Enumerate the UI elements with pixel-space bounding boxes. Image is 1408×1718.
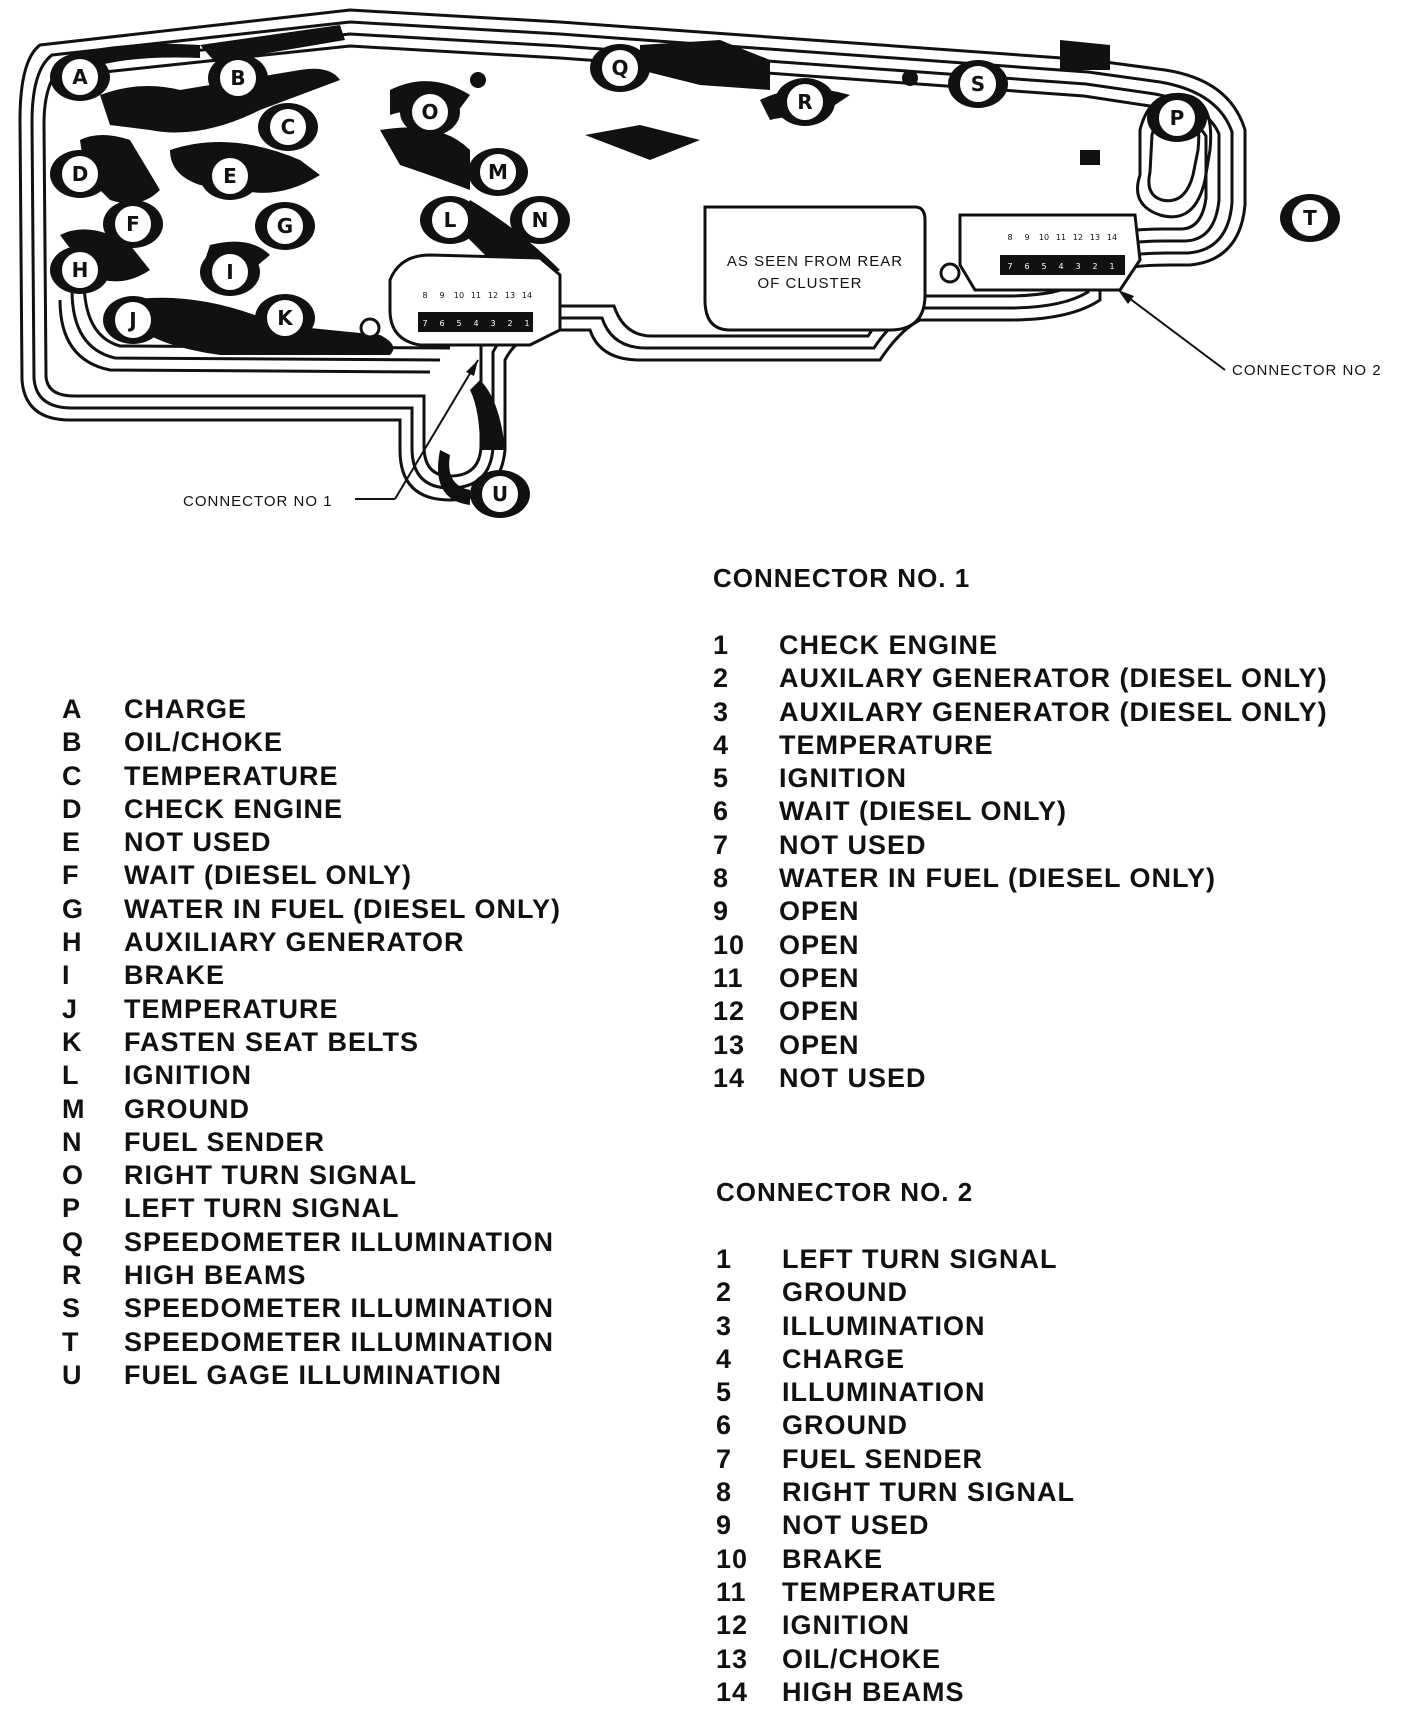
- connector-2-pin-row-text: TEMPERATURE: [782, 1576, 997, 1607]
- legend-row: [62, 1093, 561, 1126]
- terminal-label: N: [531, 208, 549, 232]
- connector-2-pin-row-key: 9: [716, 1510, 733, 1541]
- legend-row-text: AUXILIARY GENERATOR: [124, 927, 465, 958]
- pin-number: 7: [422, 319, 428, 328]
- rear-view-note-box: [705, 207, 925, 330]
- legend-row-key: H: [62, 927, 83, 958]
- legend-row-key: L: [62, 1060, 80, 1091]
- terminal-label: L: [443, 208, 457, 232]
- connector-2-pin-row: [716, 1343, 1075, 1376]
- terminal-a: [50, 53, 110, 101]
- connector-1-callout: [183, 360, 478, 510]
- connector-2-pin-row-key: 2: [716, 1277, 733, 1308]
- legend-row-key: O: [62, 1160, 85, 1191]
- terminal-label: F: [126, 212, 140, 236]
- terminal-label: D: [71, 162, 89, 186]
- connector-2-pin-row-key: 3: [716, 1310, 733, 1341]
- connector-2-pin-row-key: 8: [716, 1477, 733, 1508]
- connector-1-pin-row-key: 12: [713, 996, 746, 1027]
- legend-row-key: I: [62, 960, 71, 991]
- connector-1-pin-row-key: 4: [713, 729, 730, 760]
- connector-1-pin-row-text: NOT USED: [779, 829, 927, 860]
- legend-row: [62, 1059, 561, 1092]
- connector-1-pin-row: [713, 729, 1328, 762]
- terminal-j: [103, 296, 163, 344]
- legend-row-key: D: [62, 793, 83, 824]
- connector-2-pin-row: [716, 1443, 1075, 1476]
- terminal-r: [775, 78, 835, 126]
- connector-1-pin-row-text: OPEN: [779, 1029, 860, 1060]
- connector-1-pin-row-text: WATER IN FUEL (DIESEL ONLY): [779, 863, 1217, 894]
- pin-number: 5: [1041, 262, 1047, 271]
- legend-row-text: SPEEDOMETER ILLUMINATION: [124, 1226, 555, 1257]
- terminal-f: [103, 200, 163, 248]
- terminal-i: [200, 248, 260, 296]
- terminal-label: R: [797, 90, 813, 114]
- terminal-m: [468, 148, 528, 196]
- terminal-p: [1147, 94, 1207, 142]
- connector-2-pin-row-text: NOT USED: [782, 1510, 930, 1541]
- legend-row-key: M: [62, 1093, 86, 1124]
- connector-2-pin-row: [716, 1576, 1075, 1609]
- pin-number: 14: [1106, 233, 1118, 242]
- rivet-dot: [470, 72, 486, 88]
- connector-2-callout: [1118, 290, 1382, 379]
- legend-row: [62, 959, 561, 992]
- pin-number: 6: [1024, 262, 1030, 271]
- connector-2-pin-row-key: 11: [716, 1576, 747, 1607]
- connector-2-pin-row: [716, 1609, 1075, 1642]
- terminal-o: [400, 88, 460, 136]
- legend-row-text: TEMPERATURE: [124, 760, 339, 791]
- pin-number: 1: [1109, 262, 1115, 271]
- pin-number: 10: [1038, 233, 1050, 242]
- connector-1-pin-row-text: CHECK ENGINE: [779, 630, 999, 660]
- connector-2-pin-row-key: 6: [716, 1410, 733, 1441]
- connector-2-pin-row-key: 7: [716, 1443, 733, 1474]
- connector-2-pin-row-text: LEFT TURN SIGNAL: [782, 1244, 1058, 1274]
- legend-row: [62, 893, 561, 926]
- legend-row: [62, 760, 561, 793]
- terminal-label: A: [72, 65, 88, 89]
- legend-row-key: R: [62, 1260, 83, 1291]
- printed-circuit-diagram: [0, 0, 1408, 560]
- legend-row: [62, 1292, 561, 1325]
- connector-1-pin-row: [713, 995, 1328, 1028]
- connector-1-pin-row: [713, 1062, 1328, 1095]
- legend-row-text: TEMPERATURE: [124, 993, 339, 1024]
- connector-1-pin-row-text: OPEN: [779, 996, 860, 1027]
- legend-row-key: Q: [62, 1226, 85, 1257]
- pin-number: 11: [470, 291, 482, 300]
- connector-1-pin-row: [713, 829, 1328, 862]
- terminal-s: [948, 60, 1008, 108]
- connector-1-pin-row-text: AUXILARY GENERATOR (DIESEL ONLY): [779, 696, 1328, 727]
- connector-1-pin-row: [713, 1029, 1328, 1062]
- legend-row: [62, 1159, 561, 1192]
- legend-row-key: P: [62, 1193, 82, 1224]
- connector-1-pin-row: [713, 662, 1328, 695]
- connector-2-pin-row: [716, 1509, 1075, 1542]
- terminal-label: I: [226, 260, 234, 284]
- legend-row: [62, 859, 561, 892]
- legend-row-key: C: [62, 760, 83, 791]
- legend-row: [62, 1026, 561, 1059]
- terminal-e: [200, 152, 260, 200]
- legend-row-text: FUEL GAGE ILLUMINATION: [124, 1359, 502, 1390]
- legend-row-key: E: [62, 827, 82, 858]
- pin-number: 7: [1007, 262, 1013, 271]
- terminal-label: E: [223, 164, 237, 188]
- connector-1-pin-row-text: OPEN: [779, 896, 860, 927]
- legend-row-text: GROUND: [124, 1093, 250, 1124]
- legend-row: [62, 1359, 561, 1392]
- connector-2-callout-label: CONNECTOR NO 2: [1232, 362, 1382, 379]
- pin-number: 3: [1075, 262, 1081, 271]
- legend-row-text: FASTEN SEAT BELTS: [124, 1026, 420, 1057]
- connector-1-pin-row-key: 6: [713, 796, 730, 827]
- terminal-label: O: [421, 100, 439, 124]
- terminal-label: G: [276, 214, 294, 238]
- legend-row-text: IGNITION: [124, 1060, 252, 1091]
- connector-2-pin-row-key: 13: [716, 1643, 749, 1674]
- terminal-q: [590, 44, 650, 92]
- mounting-hole: [361, 319, 379, 337]
- connector-1-heading: CONNECTOR NO. 1: [713, 563, 971, 593]
- connector-1-pin-row: [713, 895, 1328, 928]
- connector-2-pin-row-text: ILLUMINATION: [782, 1310, 986, 1341]
- connector-2-body: [941, 215, 1140, 290]
- pin-number: 12: [1072, 233, 1084, 242]
- connector-2-pin-row-key: 4: [716, 1343, 733, 1374]
- terminal-label: S: [970, 72, 986, 96]
- pin-number: 12: [487, 291, 499, 300]
- terminal-label: J: [129, 308, 137, 332]
- pin-number: 6: [439, 319, 445, 328]
- connector-2-pin-row: [716, 1243, 1075, 1276]
- connector-2-pin-row-text: BRAKE: [782, 1543, 884, 1574]
- connector-2-pin-row-text: IGNITION: [782, 1610, 910, 1641]
- connector-1-pin-row-text: IGNITION: [779, 763, 907, 794]
- pin-number: 13: [504, 291, 516, 300]
- terminal-label: M: [488, 160, 508, 184]
- terminal-label: T: [1303, 206, 1317, 230]
- connector-1-pin-row: [713, 862, 1328, 895]
- terminal-t: [1280, 194, 1340, 242]
- connector-1-pin-row-text: WAIT (DIESEL ONLY): [779, 796, 1068, 827]
- connector-1-callout-label: CONNECTOR NO 1: [183, 493, 333, 510]
- connector-1-pin-row-text: TEMPERATURE: [779, 729, 994, 760]
- connector-1-pin-row: [713, 929, 1328, 962]
- terminal-u: [470, 470, 530, 518]
- connector-1-pin-row-key: 13: [713, 1029, 746, 1060]
- terminal-label: C: [280, 115, 296, 139]
- legend-row-text: HIGH BEAMS: [124, 1260, 307, 1291]
- connector-1-pin-row-key: 9: [713, 896, 730, 927]
- legend-row-key: J: [62, 993, 79, 1024]
- legend-row-key: T: [62, 1326, 80, 1357]
- terminal-g: [255, 202, 315, 250]
- connector-2-pin-row-key: 1: [716, 1244, 733, 1274]
- legend-row: [62, 726, 561, 759]
- connector-2-pin-row: [716, 1409, 1075, 1442]
- connector-1-pin-row-key: 3: [713, 696, 730, 727]
- connector-1-pin-row: [713, 962, 1328, 995]
- pin-number: 3: [490, 319, 496, 328]
- legend-row: [62, 826, 561, 859]
- connector-2-pin-row-key: 10: [716, 1543, 749, 1574]
- terminal-label: H: [71, 258, 89, 282]
- connector-1-pin-row-key: 2: [713, 663, 730, 694]
- connector-1-pin-row: [713, 762, 1328, 795]
- legend-row-text: CHARGE: [124, 694, 248, 724]
- connector-1-pin-row-text: AUXILARY GENERATOR (DIESEL ONLY): [779, 663, 1328, 694]
- legend-row: [62, 793, 561, 826]
- terminal-label: B: [230, 66, 246, 90]
- connector-1-body: [361, 255, 560, 345]
- legend-row-text: SPEEDOMETER ILLUMINATION: [124, 1293, 555, 1324]
- legend-row: [62, 1192, 561, 1225]
- pin-number: 4: [1058, 262, 1064, 271]
- connector-1-pin-row-key: 8: [713, 863, 730, 894]
- pin-number: 10: [453, 291, 465, 300]
- connector-1-pin-row-text: OPEN: [779, 929, 860, 960]
- legend-row-text: RIGHT TURN SIGNAL: [124, 1160, 417, 1191]
- connector-2-pin-row: [716, 1376, 1075, 1409]
- connector-1-pin-row-key: 11: [713, 962, 744, 993]
- pin-number: 9: [1024, 233, 1030, 242]
- connector-1-pin-row-text: OPEN: [779, 962, 860, 993]
- legend-row-text: WAIT (DIESEL ONLY): [124, 860, 413, 891]
- pin-number: 9: [439, 291, 445, 300]
- pin-number: 4: [473, 319, 479, 328]
- terminal-h: [50, 246, 110, 294]
- terminal-d: [50, 150, 110, 198]
- pin-number: 11: [1055, 233, 1067, 242]
- terminal-label: U: [491, 482, 509, 506]
- connector-2-pin-row-text: RIGHT TURN SIGNAL: [782, 1477, 1075, 1508]
- connector-2-pin-row: [716, 1310, 1075, 1343]
- connector-1-pin-row: [713, 795, 1328, 828]
- legend-row: [62, 1326, 561, 1359]
- rivet-dot: [902, 70, 918, 86]
- connector-1-pin-row-key: 14: [713, 1062, 746, 1093]
- connector-1-pin-row-key: 1: [713, 630, 730, 660]
- legend-row-text: CHECK ENGINE: [124, 793, 344, 824]
- pin-number: 2: [1092, 262, 1098, 271]
- connector-1-pin-row: [713, 629, 1328, 662]
- connector-2-pin-row: [716, 1643, 1075, 1676]
- legend-row: [62, 1226, 561, 1259]
- mounting-hole: [941, 264, 959, 282]
- note-line-2: OF CLUSTER: [757, 275, 863, 292]
- connector-2-pin-row: [716, 1543, 1075, 1576]
- legend-row: [62, 926, 561, 959]
- connector-2-pin-row-key: 12: [716, 1610, 749, 1641]
- connector-2-pin-row-key: 14: [716, 1676, 749, 1707]
- terminal-label: P: [1169, 106, 1185, 130]
- legend-row-key: A: [62, 694, 83, 724]
- pin-number: 8: [1007, 233, 1013, 242]
- connector-2-pin-row-text: GROUND: [782, 1277, 908, 1308]
- legend-row-text: SPEEDOMETER ILLUMINATION: [124, 1326, 555, 1357]
- terminal-b: [208, 54, 268, 102]
- terminal-k: [255, 294, 315, 342]
- connector-2-pin-row-text: HIGH BEAMS: [782, 1676, 965, 1707]
- legend-row-key: U: [62, 1359, 83, 1390]
- pin-number: 13: [1089, 233, 1101, 242]
- terminal-c: [258, 103, 318, 151]
- connector-2-pin-list: [716, 1243, 1075, 1709]
- connector-1-pin-row-text: NOT USED: [779, 1062, 927, 1093]
- pin-number: 1: [524, 319, 530, 328]
- pin-number: 2: [507, 319, 513, 328]
- connector-1-pin-row-key: 7: [713, 829, 730, 860]
- legend-row-text: WATER IN FUEL (DIESEL ONLY): [124, 893, 562, 924]
- connector-1-pin-row-key: 5: [713, 763, 730, 794]
- legend-row: [62, 993, 561, 1026]
- legend-row-text: LEFT TURN SIGNAL: [124, 1193, 400, 1224]
- terminal-legend: [62, 693, 561, 1392]
- legend-row: [62, 1126, 561, 1159]
- connector-2-pin-row-key: 5: [716, 1377, 733, 1408]
- terminal-n: [510, 196, 570, 244]
- connector-1-pin-row: [713, 696, 1328, 729]
- legend-row: [62, 693, 561, 726]
- legend-row-key: K: [62, 1026, 83, 1057]
- pin-number: 14: [521, 291, 533, 300]
- connector-2-pin-row-text: GROUND: [782, 1410, 908, 1441]
- connector-1-pin-row-key: 10: [713, 929, 746, 960]
- connector-2-pin-row: [716, 1676, 1075, 1709]
- legend-row-key: B: [62, 727, 83, 758]
- connector-2-pin-row-text: OIL/CHOKE: [782, 1643, 942, 1674]
- legend-row-key: F: [62, 860, 80, 891]
- connector-2-heading: CONNECTOR NO. 2: [716, 1177, 974, 1207]
- legend-row-text: BRAKE: [124, 960, 226, 991]
- pin-number: 8: [422, 291, 428, 300]
- terminal-label: Q: [611, 56, 629, 80]
- connector-1-pin-list: [713, 629, 1328, 1095]
- terminal-label: K: [277, 306, 293, 330]
- connector-2-pin-row-text: CHARGE: [782, 1343, 906, 1374]
- connector-2-pin-row: [716, 1476, 1075, 1509]
- pin-number: 5: [456, 319, 462, 328]
- connector-2-pin-row-text: FUEL SENDER: [782, 1443, 984, 1474]
- legend-row-text: NOT USED: [124, 827, 272, 858]
- connector-2-pin-row: [716, 1276, 1075, 1309]
- connector-2-pin-row-text: ILLUMINATION: [782, 1377, 986, 1408]
- legend-row-key: S: [62, 1293, 82, 1324]
- terminal-l: [420, 196, 480, 244]
- note-line-1: AS SEEN FROM REAR: [726, 253, 904, 270]
- legend-row-key: N: [62, 1126, 83, 1157]
- legend-row-text: FUEL SENDER: [124, 1126, 326, 1157]
- legend-row-key: G: [62, 893, 85, 924]
- legend-row-text: OIL/CHOKE: [124, 727, 284, 758]
- legend-row: [62, 1259, 561, 1292]
